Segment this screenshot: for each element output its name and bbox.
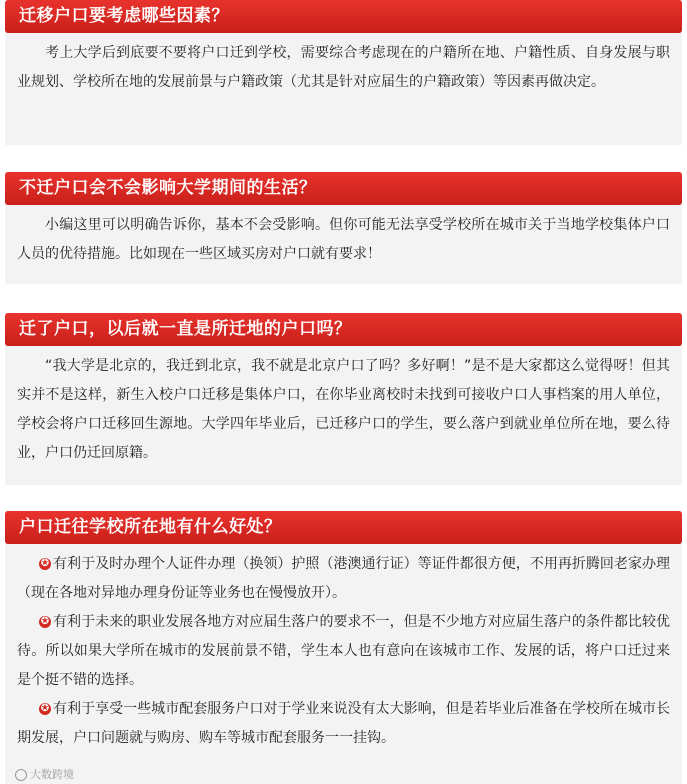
section-title: 迁了户口，以后就一直是所迁地的户口吗？ <box>5 313 682 346</box>
section-title: 不迁户口会不会影响大学期间的生活？ <box>5 172 682 205</box>
benefit-item <box>17 550 670 608</box>
section-paragraph: 考上大学后到底要不要将户口迁到学校，需要综合考虑现在的户籍所在地、户籍性质、自身发展与职业规划、学校所在地的发展前景与户籍政策（尤其是针对应届生的户籍政策）等因素再做决定。 <box>17 45 670 90</box>
benefit-text: 有利于享受一些城市配套服务户口对于学业来说没有太大影响，但是若毕业后准备在学校所在城市长期发展，户口问题就与购房、购车等城市配套服务一一挂钩。 <box>17 701 670 746</box>
section-card <box>5 313 682 485</box>
benefit-text: 有利于及时办理个人证件办理（换领）护照（港澳通行证）等证件都很方便，不用再折腾回老家办理（现在各地对异地办理身份证等业务也在慢慢放开）。 <box>17 556 670 601</box>
section-paragraph: “我大学是北京的，我迁到北京，我不就是北京户口了吗？多好啊！”是不是大家都这么觉得呀！但其实并不是这样，新生入校户口迁移是集体户口，在你毕业离校时未找到可接收户口人事档案的用人单位，学校会将户口迁移回生源地。大学四年毕业后，已迁移户口的学生，要么落户到就业单位所在地，要么待业，户口仍迁回原籍。 <box>17 358 670 461</box>
section-body <box>5 205 682 269</box>
section-title: 户口迁往学校所在地有什么好处？ <box>5 511 682 544</box>
section-card <box>5 511 682 784</box>
section-title: 迁移户口要考虑哪些因素？ <box>5 0 682 33</box>
watermark-text: 大数跨境 <box>30 768 74 781</box>
star-bullet-icon: ✪ <box>40 616 50 627</box>
section-paragraph: 小编这里可以明确告诉你，基本不会受影响。但你可能无法享受学校所在城市关于当地学校集体户口人员的优待措施。比如现在一些区域买房对户口就有要求！ <box>17 217 670 262</box>
star-bullet-icon: ✪ <box>40 558 50 569</box>
watermark-logo-icon <box>15 769 27 781</box>
watermark <box>15 766 74 782</box>
benefit-item <box>17 608 670 695</box>
star-bullet-icon: ✪ <box>40 703 50 714</box>
section-body <box>5 544 682 753</box>
benefit-text: 有利于未来的职业发展各地方对应届生落户的要求不一，但是不少地方对应届生落户的条件都比较优待。所以如果大学所在城市的发展前景不错，学生本人也有意向在该城市工作、发展的话，将户口迁过来是个挺不错的选择。 <box>17 614 670 688</box>
benefit-item <box>17 695 670 753</box>
section-body <box>5 346 682 468</box>
section-card <box>5 172 682 284</box>
section-body <box>5 33 682 97</box>
section-card <box>5 0 682 145</box>
